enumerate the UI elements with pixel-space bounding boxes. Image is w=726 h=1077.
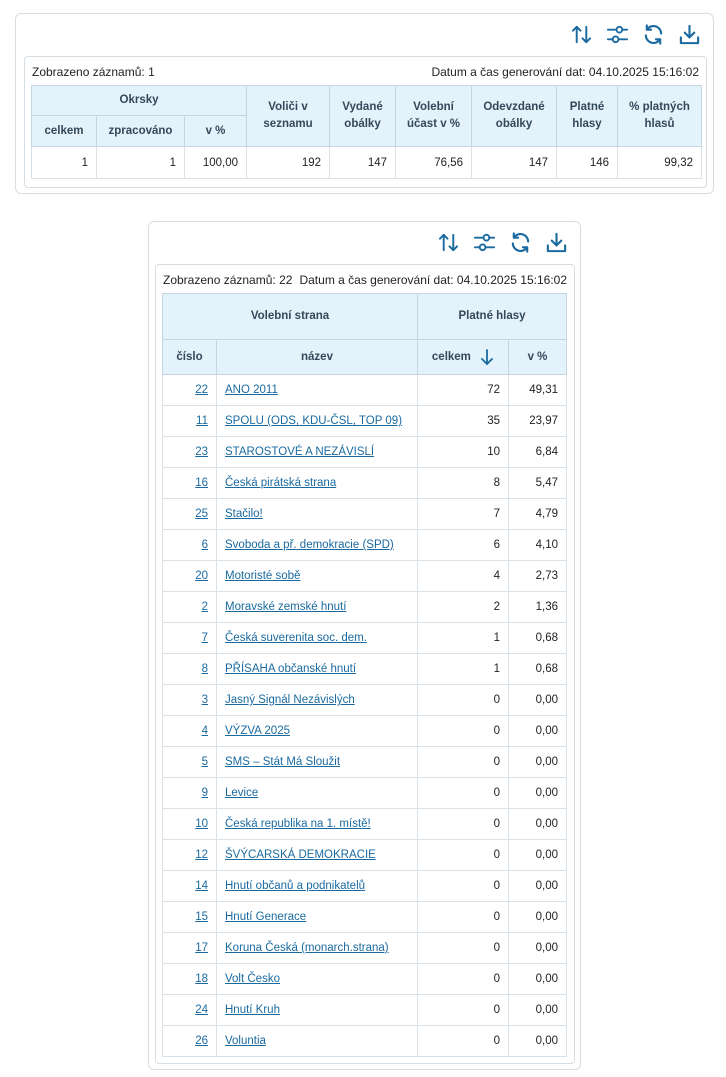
cell-pct: 0,00 xyxy=(509,685,567,716)
party-name-link[interactable]: Moravské zemské hnutí xyxy=(225,601,347,613)
cell-cislo xyxy=(163,995,217,1026)
party-rows xyxy=(163,375,567,1057)
filter-settings-icon[interactable] xyxy=(606,23,629,46)
table-row xyxy=(32,147,702,179)
cell-cislo xyxy=(163,468,217,499)
cell-pct: 4,10 xyxy=(509,530,567,561)
party-name-link[interactable]: Motoristé sobě xyxy=(225,570,301,582)
party-name-link[interactable]: Česká republika na 1. místě! xyxy=(225,818,371,830)
cell-cislo xyxy=(163,778,217,809)
cell-pct: 0,00 xyxy=(509,809,567,840)
cell-cislo xyxy=(163,840,217,871)
cell-nazev xyxy=(217,871,418,902)
table-row xyxy=(163,1026,567,1057)
party-number-link[interactable]: 6 xyxy=(201,539,208,551)
header-v-pct: v % xyxy=(185,116,247,147)
cell-nazev xyxy=(217,375,418,406)
cell-votes: 0 xyxy=(418,871,509,902)
party-number-link[interactable]: 24 xyxy=(195,1004,208,1016)
cell-pct: 23,97 xyxy=(509,406,567,437)
header-volici: Voliči v seznamu xyxy=(247,86,330,147)
cell-pct: 1,36 xyxy=(509,592,567,623)
party-name-link[interactable]: Hnutí Kruh xyxy=(225,1004,280,1016)
cell-pct: 0,00 xyxy=(509,871,567,902)
generated-timestamp: Datum a čas generování dat: 04.10.2025 15:16:02 xyxy=(299,273,567,287)
records-count: Zobrazeno záznamů: 22 xyxy=(163,273,293,287)
cell-pct: 0,00 xyxy=(509,840,567,871)
cell-votes: 1 xyxy=(418,623,509,654)
party-name-link[interactable]: Česká pirátská strana xyxy=(225,477,337,489)
cell-votes: 2 xyxy=(418,592,509,623)
summary-table-box xyxy=(24,56,707,188)
cell-nazev xyxy=(217,716,418,747)
party-name-link[interactable]: PŘÍSAHA občanské hnutí xyxy=(225,663,357,675)
cell-volici: 192 xyxy=(247,147,330,179)
header-zpracovano: zpracováno xyxy=(97,116,185,147)
party-name-link[interactable]: Koruna Česká (monarch.strana) xyxy=(225,942,389,954)
header-pct-platnych: % platných hlasů xyxy=(618,86,702,147)
filter-settings-icon[interactable] xyxy=(473,231,496,254)
cell-pct: 0,00 xyxy=(509,933,567,964)
header-okrsky: Okrsky xyxy=(32,86,247,116)
cell-nazev xyxy=(217,902,418,933)
cell-v-pct: 100,00 xyxy=(185,147,247,179)
cell-votes: 0 xyxy=(418,809,509,840)
cell-nazev xyxy=(217,809,418,840)
header-nazev[interactable]: název xyxy=(217,340,418,375)
table-row xyxy=(163,809,567,840)
cell-pct: 0,68 xyxy=(509,623,567,654)
cell-nazev xyxy=(217,654,418,685)
cell-cislo xyxy=(163,437,217,468)
party-number-link[interactable]: 14 xyxy=(195,880,208,892)
cell-cislo xyxy=(163,530,217,561)
cell-votes: 72 xyxy=(418,375,509,406)
table-row xyxy=(163,871,567,902)
party-number-link[interactable]: 12 xyxy=(195,849,208,861)
table-row xyxy=(163,716,567,747)
cell-votes: 7 xyxy=(418,499,509,530)
cell-nazev xyxy=(217,995,418,1026)
party-number-link[interactable]: 26 xyxy=(195,1035,208,1047)
refresh-icon[interactable] xyxy=(509,231,532,254)
header-cislo[interactable]: číslo xyxy=(163,340,217,375)
cell-cislo xyxy=(163,654,217,685)
cell-cislo xyxy=(163,623,217,654)
table-row xyxy=(163,964,567,995)
party-name-link[interactable]: STAROSTOVÉ A NEZÁVISLÍ xyxy=(225,446,375,458)
cell-nazev xyxy=(217,778,418,809)
generated-timestamp: Datum a čas generování dat: 04.10.2025 15:16:02 xyxy=(431,65,699,79)
refresh-icon[interactable] xyxy=(642,23,665,46)
cell-pct: 0,00 xyxy=(509,778,567,809)
table-row xyxy=(163,747,567,778)
cell-pct: 0,00 xyxy=(509,902,567,933)
party-number-link[interactable]: 9 xyxy=(201,787,208,799)
table-row xyxy=(163,561,567,592)
cell-pct: 0,00 xyxy=(509,747,567,778)
party-number-link[interactable]: 16 xyxy=(195,477,208,489)
cell-votes: 0 xyxy=(418,716,509,747)
parties-panel xyxy=(148,221,581,1070)
cell-votes: 0 xyxy=(418,778,509,809)
cell-pct: 0,00 xyxy=(509,1026,567,1057)
table-row xyxy=(163,778,567,809)
cell-platne: 146 xyxy=(557,147,618,179)
cell-nazev xyxy=(217,530,418,561)
table-row xyxy=(163,592,567,623)
cell-cislo xyxy=(163,964,217,995)
party-name-link[interactable]: Stačilo! xyxy=(225,508,263,520)
cell-nazev xyxy=(217,406,418,437)
party-number-link[interactable]: 23 xyxy=(195,446,208,458)
cell-odevzdane: 147 xyxy=(472,147,557,179)
summary-panel xyxy=(15,13,714,194)
cell-ucast: 76,56 xyxy=(396,147,472,179)
party-name-link[interactable]: ANO 2011 xyxy=(225,384,278,396)
party-number-link[interactable]: 18 xyxy=(195,973,208,985)
cell-cislo xyxy=(163,871,217,902)
cell-nazev xyxy=(217,437,418,468)
cell-cislo xyxy=(163,685,217,716)
parties-info-bar xyxy=(156,265,574,293)
table-row xyxy=(163,840,567,871)
cell-pct: 4,79 xyxy=(509,499,567,530)
party-number-link[interactable]: 8 xyxy=(201,663,208,675)
party-name-link[interactable]: Svoboda a př. demokracie (SPD) xyxy=(225,539,394,551)
cell-cislo xyxy=(163,1026,217,1057)
party-number-link[interactable]: 7 xyxy=(201,632,208,644)
table-row xyxy=(163,437,567,468)
cell-nazev xyxy=(217,592,418,623)
cell-votes: 0 xyxy=(418,902,509,933)
cell-votes: 0 xyxy=(418,995,509,1026)
party-name-link[interactable]: Hnutí Generace xyxy=(225,911,307,923)
cell-votes: 0 xyxy=(418,1026,509,1057)
summary-toolbar xyxy=(570,23,701,46)
header-platne: Platné hlasy xyxy=(557,86,618,147)
cell-votes: 4 xyxy=(418,561,509,592)
cell-cislo xyxy=(163,561,217,592)
cell-pct: 0,00 xyxy=(509,716,567,747)
cell-pct: 2,73 xyxy=(509,561,567,592)
party-number-link[interactable]: 3 xyxy=(201,694,208,706)
cell-cislo xyxy=(163,933,217,964)
table-row xyxy=(163,406,567,437)
cell-nazev xyxy=(217,933,418,964)
header-celkem-label: celkem xyxy=(431,350,471,363)
cell-cislo xyxy=(163,902,217,933)
cell-votes: 0 xyxy=(418,685,509,716)
cell-votes: 35 xyxy=(418,406,509,437)
cell-cislo xyxy=(163,499,217,530)
cell-nazev xyxy=(217,561,418,592)
table-row xyxy=(163,499,567,530)
cell-nazev xyxy=(217,840,418,871)
parties-toolbar xyxy=(437,231,568,254)
cell-cislo xyxy=(163,809,217,840)
cell-pct: 0,00 xyxy=(509,995,567,1026)
cell-celkem: 1 xyxy=(32,147,97,179)
cell-pct-platnych: 99,32 xyxy=(618,147,702,179)
party-number-link[interactable]: 10 xyxy=(195,818,208,830)
party-name-link[interactable]: SPOLU (ODS, KDU-ČSL, TOP 09) xyxy=(225,415,403,427)
table-row xyxy=(163,623,567,654)
cell-pct: 49,31 xyxy=(509,375,567,406)
header-celkem: celkem xyxy=(32,116,97,147)
sort-columns-icon[interactable] xyxy=(570,23,593,46)
cell-nazev xyxy=(217,499,418,530)
party-number-link[interactable]: 4 xyxy=(201,725,208,737)
table-row xyxy=(163,468,567,499)
cell-zpracovano: 1 xyxy=(97,147,185,179)
cell-votes: 0 xyxy=(418,964,509,995)
party-name-link[interactable]: Voluntia xyxy=(225,1035,266,1047)
table-row xyxy=(163,654,567,685)
party-number-link[interactable]: 2 xyxy=(201,601,208,613)
records-count: Zobrazeno záznamů: 1 xyxy=(32,65,155,79)
party-name-link[interactable]: Česká suverenita soc. dem. xyxy=(225,632,367,644)
parties-table xyxy=(162,293,567,1057)
table-row xyxy=(163,530,567,561)
cell-cislo xyxy=(163,716,217,747)
cell-votes: 1 xyxy=(418,654,509,685)
header-odevzdane: Odevzdané obálky xyxy=(472,86,557,147)
cell-votes: 0 xyxy=(418,933,509,964)
header-vydane: Vydané obálky xyxy=(330,86,396,147)
party-number-link[interactable]: 5 xyxy=(201,756,208,768)
party-name-link[interactable]: SMS – Stát Má Sloužit xyxy=(225,756,341,768)
cell-cislo xyxy=(163,747,217,778)
party-number-link[interactable]: 25 xyxy=(195,508,208,520)
party-name-link[interactable]: Levice xyxy=(225,787,259,799)
cell-votes: 6 xyxy=(418,530,509,561)
party-number-link[interactable]: 22 xyxy=(195,384,208,396)
table-row xyxy=(163,685,567,716)
cell-nazev xyxy=(217,468,418,499)
header-platne-hlasy-label: Platné hlasy xyxy=(458,310,526,323)
header-platne-hlasy xyxy=(418,294,567,340)
party-number-link[interactable]: 20 xyxy=(195,570,208,582)
cell-pct: 5,47 xyxy=(509,468,567,499)
summary-info-bar xyxy=(25,57,706,85)
header-ucast: Volební účast v % xyxy=(396,86,472,147)
party-number-link[interactable]: 15 xyxy=(195,911,208,923)
party-name-link[interactable]: Jasný Signál Nezávislých xyxy=(225,694,355,706)
cell-votes: 10 xyxy=(418,437,509,468)
cell-vydane: 147 xyxy=(330,147,396,179)
party-name-link[interactable]: Volt Česko xyxy=(225,973,280,985)
party-name-link[interactable]: Hnutí občanů a podnikatelů xyxy=(225,880,366,892)
summary-table xyxy=(31,85,702,179)
cell-nazev xyxy=(217,964,418,995)
sort-desc-arrow-icon[interactable] xyxy=(480,349,494,365)
party-number-link[interactable]: 17 xyxy=(195,942,208,954)
cell-pct: 0,00 xyxy=(509,964,567,995)
cell-cislo xyxy=(163,406,217,437)
table-row xyxy=(163,995,567,1026)
cell-nazev xyxy=(217,623,418,654)
cell-votes: 0 xyxy=(418,747,509,778)
cell-nazev xyxy=(217,1026,418,1057)
header-v-pct[interactable]: v % xyxy=(509,340,567,375)
parties-table-box xyxy=(155,264,575,1064)
cell-votes: 0 xyxy=(418,840,509,871)
table-row xyxy=(163,902,567,933)
party-number-link[interactable]: 11 xyxy=(196,415,208,427)
header-volebni-strana: Volební strana xyxy=(163,294,418,340)
cell-pct: 6,84 xyxy=(509,437,567,468)
table-row xyxy=(163,933,567,964)
cell-nazev xyxy=(217,747,418,778)
download-icon[interactable] xyxy=(545,231,568,254)
cell-nazev xyxy=(217,685,418,716)
cell-cislo xyxy=(163,375,217,406)
sort-columns-icon[interactable] xyxy=(437,231,460,254)
cell-pct: 0,68 xyxy=(509,654,567,685)
cell-votes: 8 xyxy=(418,468,509,499)
cell-cislo xyxy=(163,592,217,623)
table-row xyxy=(163,375,567,406)
download-icon[interactable] xyxy=(678,23,701,46)
header-celkem[interactable] xyxy=(418,340,509,375)
party-name-link[interactable]: ŠVÝCARSKÁ DEMOKRACIE xyxy=(225,849,376,861)
party-name-link[interactable]: VÝZVA 2025 xyxy=(225,725,290,737)
